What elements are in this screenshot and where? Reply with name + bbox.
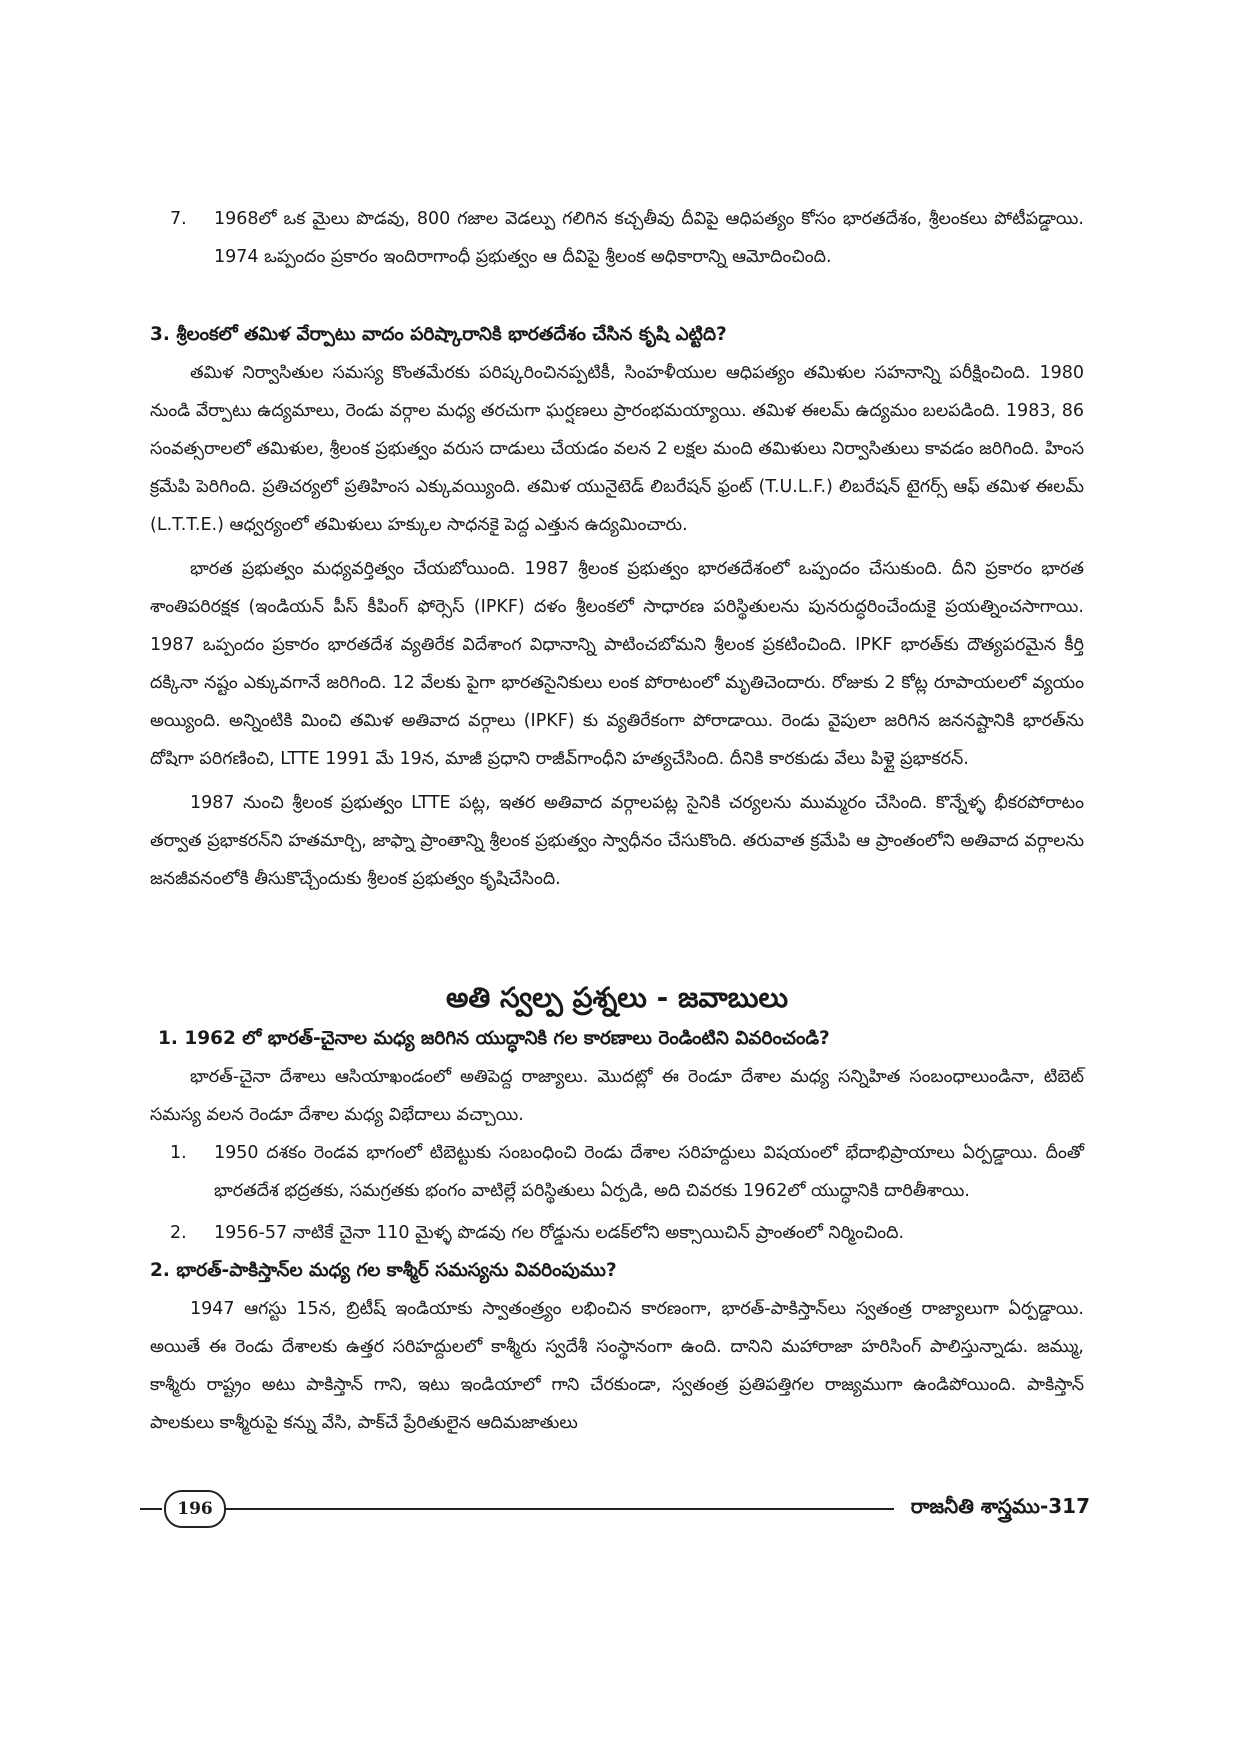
footer-rule — [226, 1508, 894, 1510]
item-text: 1956-57 నాటికే చైనా 110 మైళ్ళ పొడవు గల రోడ్డును లడక్‌లోని అక్సాయిచిన్ ప్రాంతంలో నిర్మించింది. — [214, 1223, 905, 1243]
footer-rule-left — [140, 1508, 162, 1510]
numbered-item — [150, 1134, 1084, 1210]
paragraph: 1987 నుంచి శ్రీలంక ప్రభుత్వం LTTE పట్ల, ఇతర అతివాద వర్గాలపట్ల సైనికి చర్యలను ముమ్మరం చేసింది. కొన్నేళ్ళ భీకరపోరాటం తర్వాత ప్రభాకరన్‌ని హతమార్చి, జాఫ్నా ప్రాంతాన్ని శ్రీలంక ప్రభుత్వం స్వాధీనం చేసుకొంది. తరువాత క్రమేపి ఆ ప్రాంతంలోని అతివాద వర్గాలను జనజీవనంలోకి తీసుకొచ్చేందుకు శ్రీలంక ప్రభుత్వం కృషిచేసింది. — [150, 793, 1084, 889]
paragraph: భారత ప్రభుత్వం మధ్యవర్తిత్వం చేయబోయింది. 1987 శ్రీలంక ప్రభుత్వం భారతదేశంలో ఒప్పందం చేసుకుంది. దీని ప్రకారం భారత శాంతిపరిరక్షక (ఇండియన్ పీస్ కీపింగ్ ఫోర్సెస్ (IPKF) దళం శ్రీలంకలో సాధారణ పరిస్థితులను పునరుద్ధరించేందుకై ప్రయత్నించసాగాయి. 1987 ఒప్పందం ప్రకారం భారతదేశ వ్యతిరేక విదేశాంగ విధానాన్ని పాటించబోమని శ్రీలంక ప్రకటించింది. IPKF భారత్‌కు దౌత్యపరమైన కీర్తి దక్కినా నష్టం ఎక్కువగానే జరిగింది. 12 వేలకు పైగా భారతసైనికులు లంక పోరాటంలో మృతిచెందారు. రోజుకు 2 కోట్ల రూపాయలలో వ్యయం అయ్యింది. అన్నింటికి మించి తమిళ అతివాద వర్గాలు (IPKF) కు వ్యతిరేకంగా పోరాడాయి. రెండు వైపులా జరిగిన జననష్టానికి భారత్‌ను దోషిగా పరిగణించి, LTTE 1991 మే 19న, మాజీ ప్రధాని రాజీవ్‌గాంధీని హత్యచేసింది. దీనికి కారకుడు వేలు పిళ్లై ప్రభాకరన్. — [150, 559, 1084, 769]
page-footer — [140, 1486, 1090, 1526]
item-number: 7. — [170, 209, 187, 229]
question-3-block — [150, 316, 1084, 898]
page-number: 196 — [164, 1490, 226, 1528]
numbered-item — [150, 200, 1084, 276]
item-text: 1968లో ఒక మైలు పొడవు, 800 గజాల వెడల్పు గలిగిన కచ్చతీవు దీవిపై ఆధిపత్యం కోసం భారతదేశం, శ్రీలంకలు పోటీపడ్డాయి. 1974 ఒప్పందం ప్రకారం ఇందిరాగాంధీ ప్రభుత్వం ఆ దీవిపై శ్రీలంక అధికారాన్ని ఆమోదించింది. — [214, 209, 1084, 267]
question-heading: 2. భారత్-పాకిస్తాన్‌ల మధ్య గల కాశ్మీర్ సమస్యను వివరింపుము? — [150, 1260, 617, 1281]
item-number: 2. — [170, 1223, 187, 1243]
item-text: 1950 దశకం రెండవ భాగంలో టిబెట్టుకు సంబంధించి రెండు దేశాల సరిహద్దులు విషయంలో భేదాభిప్రాయాలు ఏర్పడ్డాయి. దీంతో భారతదేశ భద్రతకు, సమగ్రతకు భంగం వాటిల్లే పరిస్థితులు ఏర్పడి, అది చివరకు 1962లో యుద్ధానికి దారితీశాయి. — [214, 1143, 1084, 1201]
item-number: 1. — [170, 1143, 187, 1163]
section-heading: అతి స్వల్ప ప్రశ్నలు - జవాబులు — [445, 981, 789, 1014]
paragraph: 1947 ఆగస్టు 15న, బ్రిటీష్ ఇండియాకు స్వాతంత్ర్యం లభించిన కారణంగా, భారత్-పాకిస్తాన్‌లు స్వతంత్ర రాజ్యాలుగా ఏర్పడ్డాయి. అయితే ఈ రెండు దేశాలకు ఉత్తర సరిహద్దులలో కాశ్మీరు స్వదేశీ సంస్థానంగా ఉంది. దానిని మహారాజా హరిసింగ్ పాలిస్తున్నాడు. జమ్ము, కాశ్మీరు రాష్ట్రం అటు పాకిస్తాన్ గాని, ఇటు ఇండియాలో గాని చేరకుండా, స్వతంత్ర ప్రతిపత్తిగల రాజ్యముగా ఉండిపోయింది. పాకిస్తాన్ పాలకులు కాశ్మీరుపై కన్ను వేసి, పాక్‌చే ప్రేరితులైన ఆదిమజాతులు — [150, 1299, 1084, 1433]
book-title: రాజనీతి శాస్త్రము-317 — [910, 1494, 1090, 1518]
item-7 — [150, 200, 1084, 276]
numbered-item — [150, 1214, 1084, 1252]
paragraph: తమిళ నిర్వాసితుల సమస్య కొంతమేరకు పరిష్కరించినప్పటికీ, సింహళీయుల ఆధిపత్యం తమిళుల సహనాన్ని పరీక్షించింది. 1980 నుండి వేర్పాటు ఉద్యమాలు, రెండు వర్గాల మధ్య తరచుగా ఘర్షణలు ప్రారంభమయ్యాయి. తమిళ ఈలమ్ ఉద్యమం బలపడింది. 1983, 86 సంవత్సరాలలో తమిళుల, శ్రీలంక ప్రభుత్వం వరుస దాడులు చేయడం వలన 2 లక్షల మంది తమిళులు నిర్వాసితులు కావడం జరిగింది. హింస క్రమేపి పెరిగింది. ప్రతిచర్యలో ప్రతిహింస ఎక్కువయ్యింది. తమిళ యునైటెడ్ లిబరేషన్ ఫ్రంట్ (T.U.L.F.) లిబరేషన్ టైగర్స్ ఆఫ్ తమిళ ఈలమ్ (L.T.T.E.) ఆధ్వర్యంలో తమిళులు హక్కుల సాధనకై పెద్ద ఎత్తున ఉద్యమించారు. — [150, 363, 1084, 535]
paragraph: భారత్-చైనా దేశాలు ఆసియాఖండంలో అతిపెద్ద రాజ్యాలు. మొదట్లో ఈ రెండూ దేశాల మధ్య సన్నిహిత సంబంధాలుండినా, టిబెట్ సమస్య వలన రెండూ దేశాల మధ్య విభేదాలు వచ్చాయి. — [150, 1067, 1084, 1125]
short-questions-section — [150, 976, 1084, 1442]
question-heading: 1. 1962 లో భారత్-చైనాల మధ్య జరిగిన యుద్ధానికి గల కారణాలు రెండింటిని వివరించండి? — [158, 1028, 830, 1049]
question-heading: 3. శ్రీలంకలో తమిళ వేర్పాటు వాదం పరిష్కారానికి భారతదేశం చేసిన కృషి ఎట్టిది? — [150, 324, 727, 345]
